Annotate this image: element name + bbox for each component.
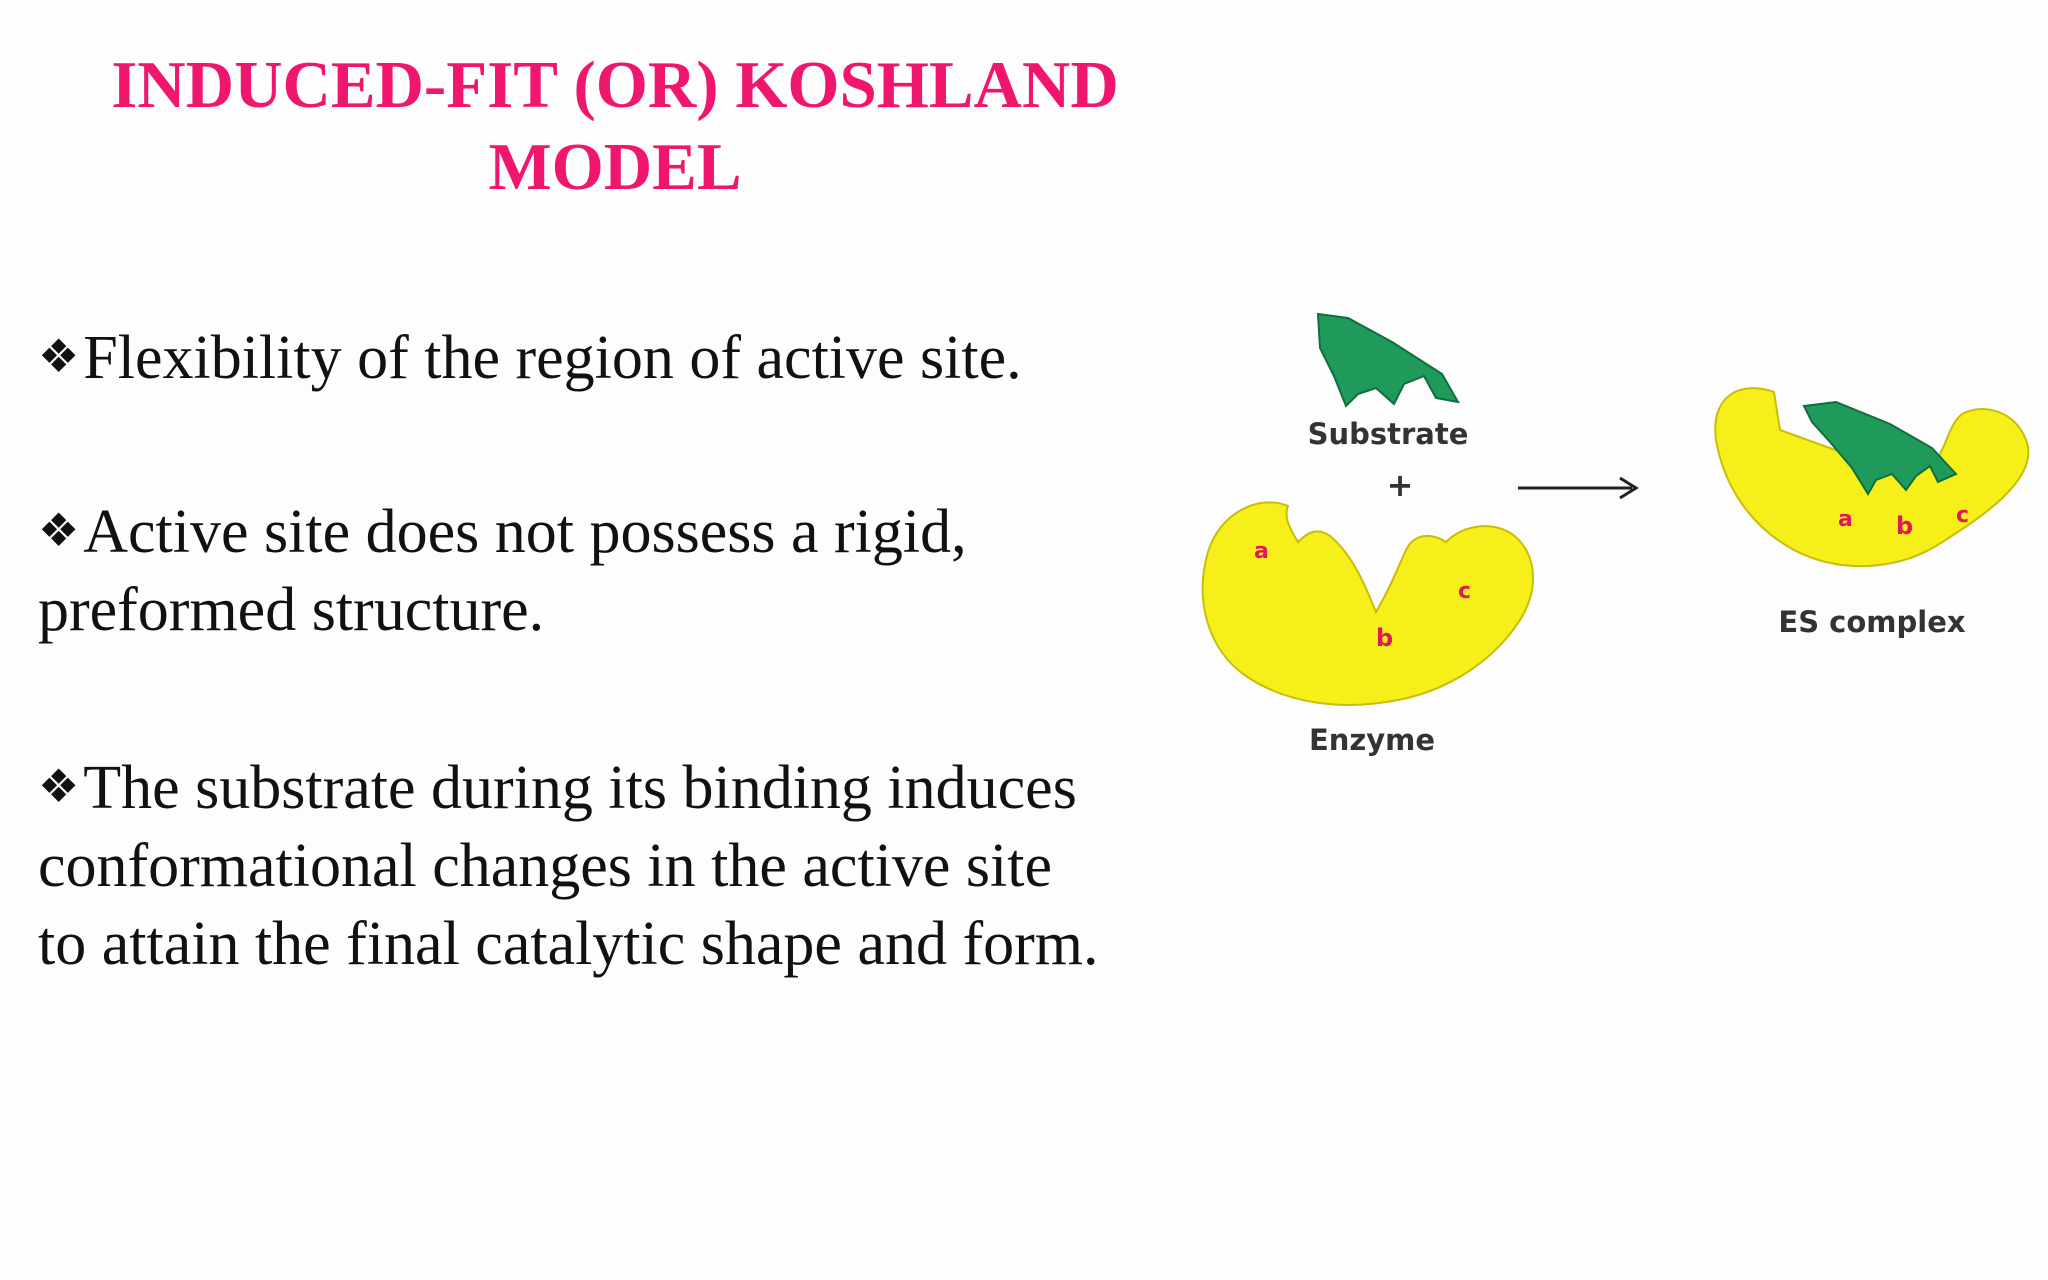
bullet-flexibility xyxy=(38,318,1022,397)
bullet-text: The substrate during its binding induces xyxy=(83,754,1077,822)
diamond-bullet-icon: ❖ xyxy=(38,331,80,382)
enzyme-site-c: c xyxy=(1458,579,1472,604)
diamond-bullet-icon: ❖ xyxy=(38,505,80,556)
complex-site-a: a xyxy=(1838,507,1853,532)
enzyme-label: Enzyme xyxy=(1308,723,1436,757)
bullet-line xyxy=(38,492,967,571)
bullet-line xyxy=(38,748,1098,827)
bullet-line: conformational changes in the active site xyxy=(38,832,1053,900)
complex-site-c: c xyxy=(1956,503,1970,528)
bullet-line: to attain the final catalytic shape and form. xyxy=(38,910,1099,978)
complex-site-b: b xyxy=(1896,512,1914,540)
title-line-1: INDUCED-FIT (OR) KOSHLAND xyxy=(111,48,1119,122)
slide-title xyxy=(40,44,1190,208)
bullet-rigid-structure xyxy=(38,492,967,649)
enzyme-shape xyxy=(1203,502,1533,705)
title-line-2: MODEL xyxy=(488,130,742,204)
diamond-bullet-icon: ❖ xyxy=(38,761,80,812)
induced-fit-diagram xyxy=(1180,290,2040,790)
bullet-text: Active site does not possess a rigid, xyxy=(83,498,967,566)
bullet-line: preformed structure. xyxy=(38,576,545,644)
es-complex-label: ES complex xyxy=(1778,605,1966,639)
enzyme-site-a: a xyxy=(1254,539,1269,564)
bullet-text: Flexibility of the region of active site. xyxy=(83,324,1022,392)
bullet-line xyxy=(38,318,1022,397)
induced-fit-svg xyxy=(1180,290,2040,790)
bullet-conformational-change xyxy=(38,748,1098,983)
substrate-shape xyxy=(1318,314,1458,406)
enzyme-site-b: b xyxy=(1376,624,1394,652)
substrate-label: Substrate xyxy=(1307,417,1469,451)
plus-sign: + xyxy=(1386,466,1414,504)
